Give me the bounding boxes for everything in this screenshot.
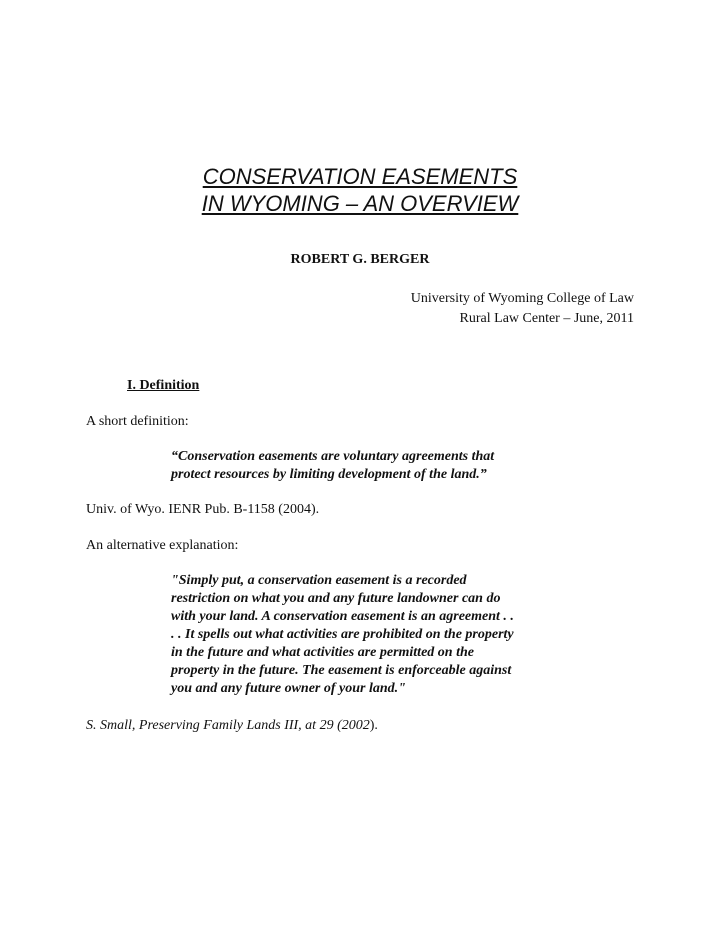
- quote-2-line: you and any future owner of your land.": [171, 681, 406, 696]
- citation-1: Univ. of Wyo. IENR Pub. B-1158 (2004).: [86, 502, 320, 517]
- title-line-2: IN WYOMING – AN OVERVIEW: [201, 191, 519, 216]
- title-line-1: CONSERVATION EASEMENTS: [202, 164, 518, 189]
- citation-2-source: S. Small, Preserving Family Lands III, at 29 (2002: [86, 718, 370, 733]
- citation-2: [86, 718, 378, 734]
- intro-text-1: A short definition:: [86, 414, 189, 429]
- affiliation-line-2: Rural Law Center – June, 2011: [459, 311, 634, 326]
- affiliation-block: [411, 289, 634, 329]
- quote-1-line: protect resources by limiting development of the land.”: [171, 467, 487, 482]
- quote-2-line: property in the future. The easement is enforceable against: [171, 663, 512, 678]
- section-heading: I. Definition: [127, 378, 200, 393]
- citation-2-tail: ).: [369, 718, 378, 733]
- quote-block-2: [171, 572, 561, 698]
- affiliation-line-1: University of Wyoming College of Law: [410, 291, 634, 306]
- intro-text-2: An alternative explanation:: [86, 538, 239, 553]
- quote-1-line: “Conservation easements are voluntary agreements that: [171, 449, 495, 464]
- quote-2-line: restriction on what you and any future landowner can do: [171, 591, 501, 606]
- quote-block-1: [171, 448, 561, 484]
- quote-2-line: "Simply put, a conservation easement is a recorded: [171, 573, 467, 588]
- author-name: ROBERT G. BERGER: [290, 252, 430, 267]
- document-title: [0, 163, 720, 217]
- quote-2-line: in the future and what activities are permitted on the: [171, 645, 474, 660]
- quote-2-line: . . It spells out what activities are prohibited on the property: [171, 627, 514, 642]
- quote-2-line: with your land. A conservation easement is an agreement . .: [171, 609, 514, 624]
